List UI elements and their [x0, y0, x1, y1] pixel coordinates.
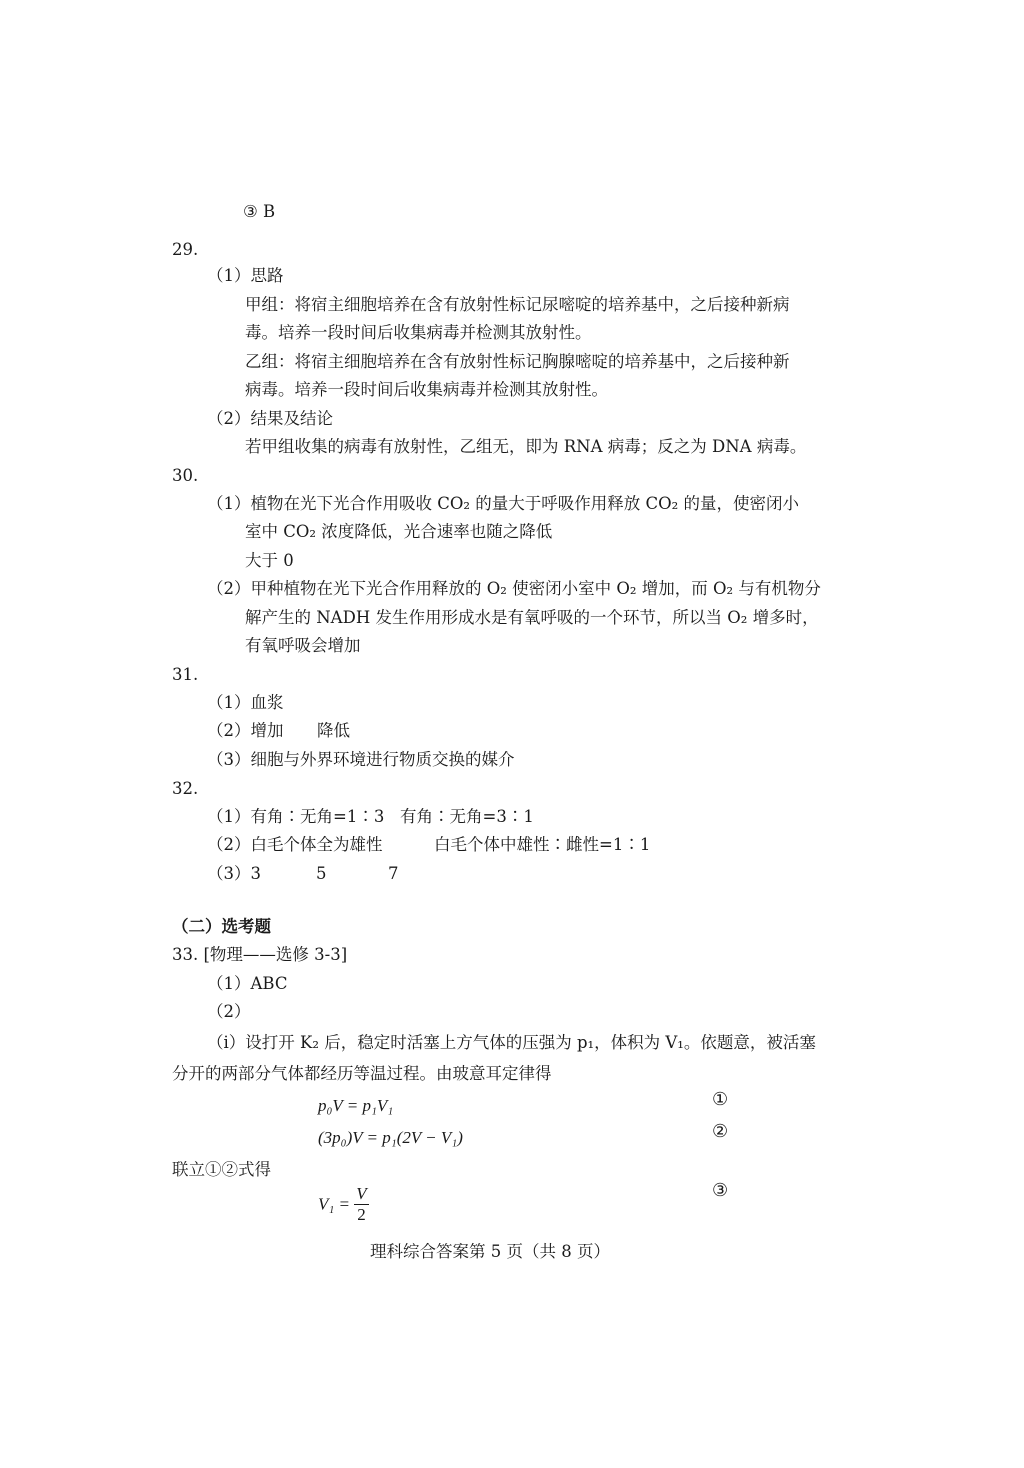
q31-part2-b: 降低	[317, 721, 350, 740]
equation-3-fraction	[354, 1184, 368, 1225]
section-elective-heading: （二）选考题	[172, 917, 271, 936]
q32-part2-b: 白毛个体中雄性∶雌性=1∶1	[434, 835, 651, 854]
q29-conclusion: 若甲组收集的病毒有放射性，乙组无，即为 RNA 病毒；反之为 DNA 病毒。	[245, 437, 807, 456]
equation-3-lhs: V₁ =	[318, 1194, 351, 1214]
q29-part2-heading: （2）结果及结论	[207, 409, 333, 428]
q30-part2-line2: 解产生的 NADH 发生作用形成水是有氧呼吸的一个环节，所以当 O₂ 增多时，	[245, 608, 819, 627]
q32-part3-b: 5	[316, 864, 327, 883]
equation-2-tag: ②	[712, 1121, 729, 1142]
q31-part3: （3）细胞与外界环境进行物质交换的媒介	[207, 750, 515, 769]
equation-3	[318, 1184, 369, 1225]
page-footer: 理科综合答案第 5 页（共 8 页）	[370, 1242, 610, 1261]
q33-i-line1: （i）设打开 K₂ 后，稳定时活塞上方气体的压强为 p₁，体积为 V₁。依题意，被活塞	[207, 1033, 816, 1052]
q32-part2-a: （2）白毛个体全为雄性	[207, 835, 383, 854]
q29-group-a-line1: 甲组：将宿主细胞培养在含有放射性标记尿嘧啶的培养基中，之后接种新病	[245, 295, 790, 314]
q31-part2-a: （2）增加	[207, 721, 284, 740]
q32-part3-a: （3）3	[207, 864, 261, 883]
q33-i-line2: 分开的两部分气体都经历等温过程。由玻意耳定律得	[172, 1064, 552, 1083]
q32-part1-b: 有角∶无角=3∶1	[400, 807, 534, 826]
equation-1-tag: ①	[712, 1089, 729, 1110]
equation-1: p₀V = p₁V₁	[318, 1096, 394, 1115]
equation-3-numerator: V	[356, 1184, 367, 1203]
equation-3-tag: ③	[712, 1180, 729, 1201]
q29-group-b-line1: 乙组：将宿主细胞培养在含有放射性标记胸腺嘧啶的培养基中，之后接种新	[245, 352, 790, 371]
question-33-heading: 33. [物理——选修 3-3]	[172, 945, 348, 964]
q29-group-b-line2: 病毒。培养一段时间后收集病毒并检测其放射性。	[245, 380, 608, 399]
q29-group-a-line2: 毒。培养一段时间后收集病毒并检测其放射性。	[245, 323, 592, 342]
question-30-number: 30.	[172, 466, 199, 485]
q29-part1-heading: （1）思路	[207, 266, 284, 285]
combine-text: 联立①②式得	[172, 1160, 271, 1179]
q33-part2: （2）	[207, 1002, 251, 1021]
equation-2: (3p₀)V = p₁(2V − V₁)	[318, 1128, 463, 1147]
q33-part1: （1）ABC	[207, 974, 288, 993]
q30-part1-line2: 室中 CO₂ 浓度降低，光合速率也随之降低	[245, 522, 553, 541]
answer-b: ③ B	[243, 202, 276, 221]
q30-part2-line1: （2）甲种植物在光下光合作用释放的 O₂ 使密闭小室中 O₂ 增加，而 O₂ 与有机物分	[207, 579, 821, 598]
q32-part1-a: （1）有角∶无角=1∶3	[207, 807, 385, 826]
question-31-number: 31.	[172, 665, 199, 684]
q31-part1: （1）血浆	[207, 693, 284, 712]
question-32-number: 32.	[172, 779, 199, 798]
question-29-number: 29.	[172, 240, 199, 259]
equation-3-denominator: 2	[357, 1205, 366, 1224]
q30-part2-line3: 有氧呼吸会增加	[245, 636, 361, 655]
q30-part1-line1: （1）植物在光下光合作用吸收 CO₂ 的量大于呼吸作用释放 CO₂ 的量，使密闭小	[207, 494, 800, 513]
q32-part3-c: 7	[388, 864, 399, 883]
q30-part1-line3: 大于 0	[245, 551, 294, 570]
